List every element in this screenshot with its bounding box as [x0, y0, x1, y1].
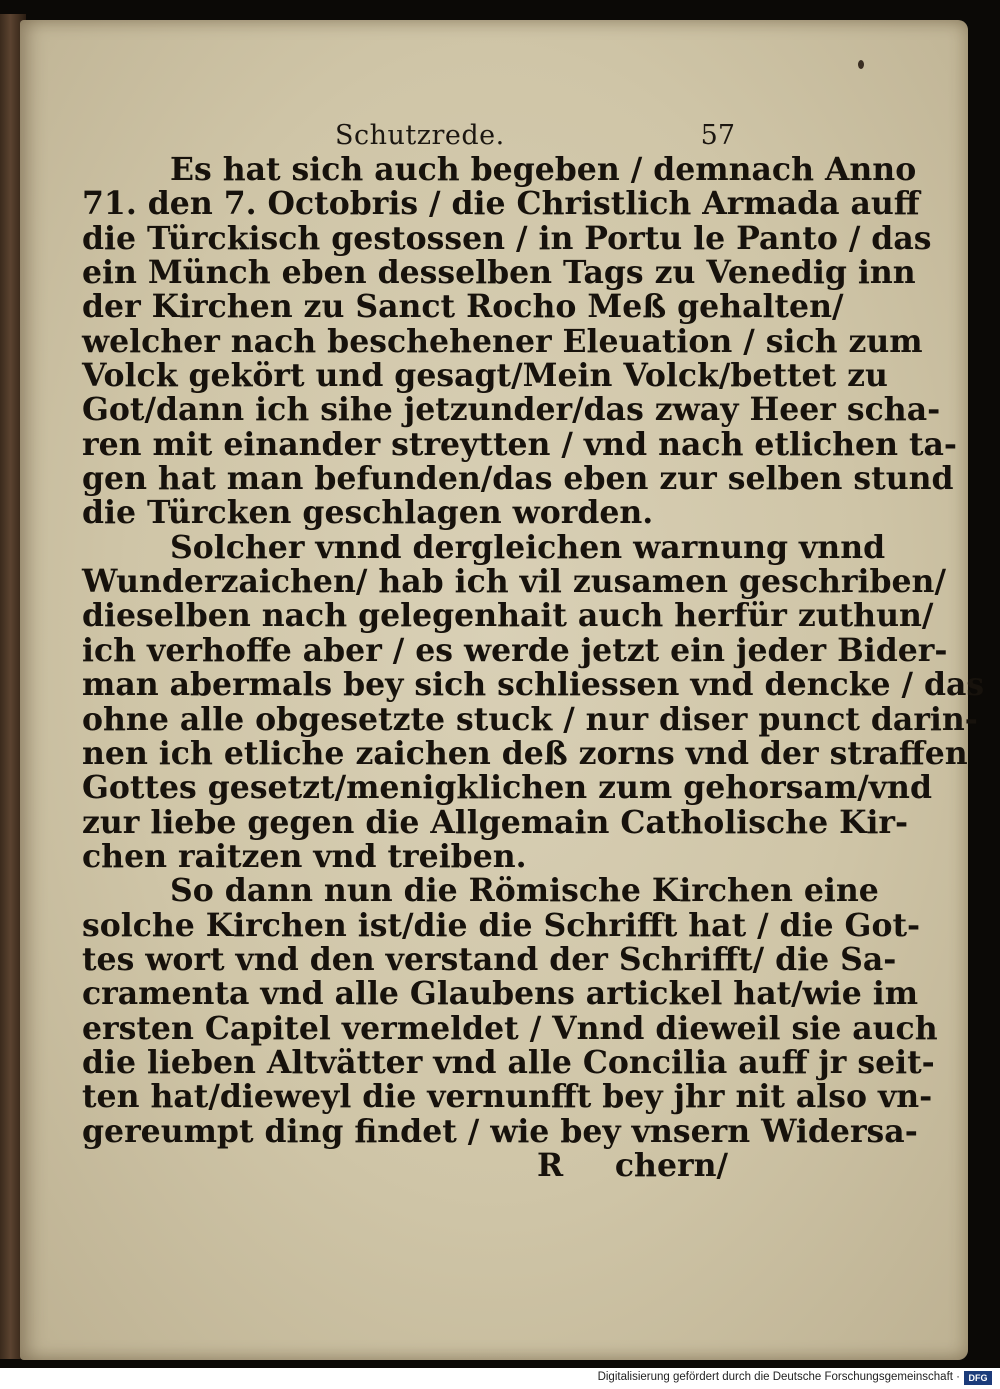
text-line: 71. den 7. Octobris / die Christlich Armada auff [82, 185, 920, 223]
text-line: die Türcken geschlagen worden. [82, 494, 654, 532]
credit-text: Digitalisierung gefördert durch die Deutsche Forschungsgemeinschaft · [597, 1371, 960, 1383]
text-line: ein Münch eben desselben Tags zu Venedig inn [82, 254, 916, 292]
text-line: solche Kirchen ist/die die Schrifft hat / die Got- [82, 906, 921, 944]
text-line: ten hat/dieweyl die vernunfft bey jhr nit also vn- [82, 1078, 933, 1116]
page-header [335, 116, 735, 156]
page-footer-row [82, 1146, 742, 1185]
text-line: chen raitzen vnd treiben. [82, 837, 527, 875]
dfg-logo: DFG [964, 1371, 992, 1385]
page-number: 57 [700, 120, 735, 151]
text-line: die lieben Altvätter vnd alle Concilia auff jr seit- [82, 1043, 935, 1081]
text-line: welcher nach beschehener Eleuation / sich zum [82, 322, 923, 360]
text-line: ich verhoffe aber / es werde jetzt ein jeder Bider- [82, 631, 948, 669]
text-line: die Türckisch gestossen / in Portu le Panto / das [82, 219, 932, 257]
text-line: man abermals bey sich schliessen vnd dencke / das [82, 666, 985, 704]
text-line: zur liebe gegen die Allgemain Catholische Kir- [82, 803, 909, 841]
text-line: Solcher vnnd dergleichen warnung vnnd [170, 528, 886, 566]
text-line: tes wort vnd den verstand der Schrifft/ die Sa- [82, 940, 897, 978]
body-text [82, 151, 985, 1185]
text-line: Wunderzaichen/ hab ich vil zusamen geschriben/ [82, 563, 946, 601]
text-line: ohne alle obgesetzte stuck / nur diser punct darin- [82, 700, 978, 738]
text-line: cramenta vnd alle Glaubens artickel hat/wie im [82, 975, 919, 1013]
text-line: nen ich etliche zaichen deß zorns vnd der straffen [82, 734, 968, 772]
text-line: dieselben nach gelegenhait auch herfür zuthun/ [82, 597, 934, 635]
credit-bar [0, 1368, 1000, 1389]
text-line: Es hat sich auch begeben / demnach Anno [170, 151, 917, 188]
text-line: Got/dann ich sihe jetzunder/das zway Heer scha- [82, 391, 941, 429]
text-line: Volck gekört und gesagt/Mein Volck/bettet zu [82, 357, 888, 395]
text-line: gen hat man befunden/das eben zur selben stund [82, 460, 954, 498]
text-line: So dann nun die Römische Kirchen eine [170, 872, 879, 910]
ink-spot [858, 60, 864, 69]
text-line: gereumpt ding findet / wie bey vnsern Widersa- [82, 1112, 918, 1150]
text-line: Gottes gesetzt/menigklichen zum gehorsam/vnd [82, 769, 932, 807]
text-line: ersten Capitel vermeldet / Vnnd dieweil sie auch [82, 1009, 938, 1047]
book-page [20, 20, 985, 1360]
text-line: der Kirchen zu Sanct Rocho Meß gehalten/ [82, 288, 844, 326]
running-title: Schutzrede. [335, 120, 505, 151]
signature-mark: R [537, 1146, 564, 1184]
text-line: ren mit einander streytten / vnd nach etlichen ta- [82, 425, 957, 463]
catchword: chern/ [614, 1146, 728, 1184]
